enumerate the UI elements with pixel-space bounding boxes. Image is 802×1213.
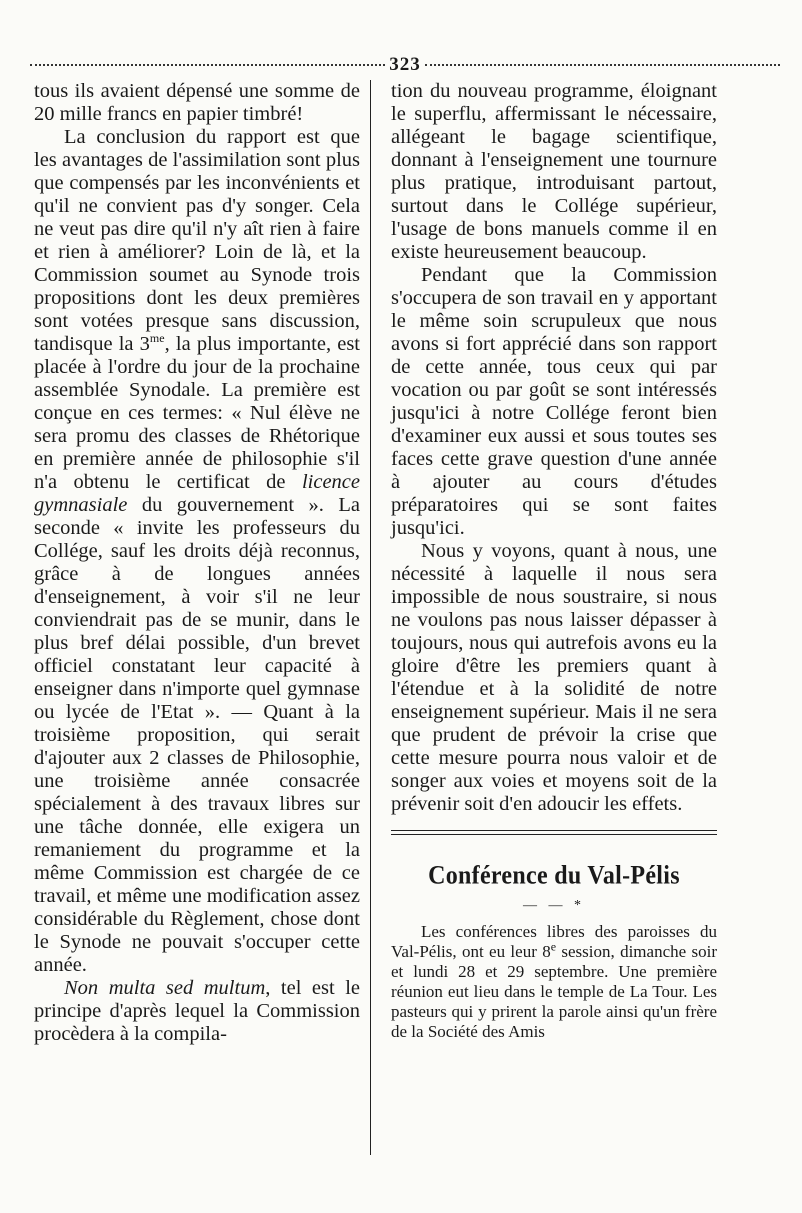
header-rule-left — [30, 64, 385, 66]
left-paragraph-2-part-c: du gouvernement ». La seconde « invite les professeurs du Collége, sauf les droits déjà reconnus, grâce à de longues années d'enseignement, à voir s'il ne leur conviendrait pas de se munir, dans le plus bref délai possible, d'un brevet officiel constatant leur capacité à enseigner dans n'importe quel gymnase ou lycée de l'Etat ». — Quant à la troisième proposition, qui serait d'ajouter aux 2 classes de Philosophie, une troisième année consacrée spécialement à des travaux libres sur une tâche donnée, elle exigera un remaniement du programme et la même Commission est chargée de ce travail, et même une modification assez considérable du Règlement, chose dont le Synode ne pouvait s'occuper cette année. — [34, 494, 360, 976]
article-separator — [391, 830, 717, 835]
page-header — [30, 52, 780, 78]
left-paragraph-2-superscript: me — [149, 331, 165, 346]
left-paragraph-2 — [34, 126, 360, 977]
title-ornament: — — * — [523, 898, 585, 913]
left-paragraph-2-part-a: La conclusion du rapport est que les avantages de l'assimilation sont plus que compensés par les inconvénients et qu'il ne convient pas d'y songer. Cela ne veut pas dire qu'il n'y aît rien à faire et rien à améliorer? Loin de là, et la Commission soumet au Synode trois propositions dont les deux premières sont votées presque sans discussion, tandisque la 3 — [34, 126, 360, 355]
left-paragraph-3 — [34, 977, 360, 1046]
left-paragraph-2-italic: licence gymnasiale — [34, 471, 360, 516]
article-paragraph-1-part-a: Les conférences libres des paroisses du Val-Pélis, ont eu leur 8 — [391, 922, 717, 961]
header-rule-right — [425, 64, 780, 66]
right-paragraph-1: tion du nouveau programme, éloignant le superflu, affermissant le nécessaire, allégeant le bagage scientifique, donnant à l'enseignement une tournure plus pratique, introduisant partout, surtout dans le Collége supérieur, l'usage de bons manuels comme il en existe heureusement beaucoup. — [391, 80, 717, 263]
left-paragraph-3-rest: , tel est le principe d'après lequel la Commission procèdera à la compila- — [34, 977, 361, 1045]
left-paragraph-3-italic: Non multa sed multum — [64, 977, 266, 999]
right-column — [381, 80, 717, 1155]
left-paragraph-2-part-b: , la plus importante, est placée à l'ordre du jour de la prochaine assemblée Synodale. La première est conçue en ces termes: « Nul élève ne sera promu des classes de Rhétorique en première année de philosophie s'il n'a obtenu le certificat de — [34, 333, 360, 493]
right-paragraph-3: Nous y voyons, quant à nous, une nécessité à laquelle il nous sera impossible de nous soustraire, si nous ne voulons pas nous laisser dépasser à toujours, nous qui autrefois avons eu la gloire d'être les premiers quant à l'étendue et à la solidité de notre enseignement supérieur. Mais il ne sera que prudent de prévoir la crise que cette mesure pourra nous valoir et de songer aux voies et moyens soit de la prévenir soit d'en adoucir les effets. — [391, 540, 717, 815]
page-number: 323 — [389, 54, 421, 75]
article-title: Conférence du Val-Pélis — [428, 861, 680, 890]
left-paragraph-1: tous ils avaient dépensé une somme de 20 mille francs en papier timbré! — [34, 80, 360, 125]
column-divider — [370, 80, 371, 1155]
left-column — [34, 80, 370, 1155]
article-paragraph-1-part-b: session, dimanche soir et lundi 28 et 29 septembre. Une première réunion eut lieu dans le temple de La Tour. Les pasteurs qui y prirent la parole ainsi qu'un frère de la Société des Amis — [391, 942, 717, 1041]
text-columns — [34, 80, 778, 1155]
article-paragraph-1 — [391, 922, 717, 1042]
article-paragraph-1-superscript: e — [550, 939, 557, 954]
right-paragraph-2: Pendant que la Commission s'occupera de son travail en y apportant le même soin scrupuleux que nous avons si fort apprécié dans son rapport de cette année, tous ceux qui par vocation ou par goût se sont intéressés jusqu'ici à notre Collége feront bien d'examiner eux aussi et sous toutes ses faces cette grave question d'une année à ajouter au cours d'études préparatoires qui se sont faites jusqu'ici. — [391, 264, 717, 539]
